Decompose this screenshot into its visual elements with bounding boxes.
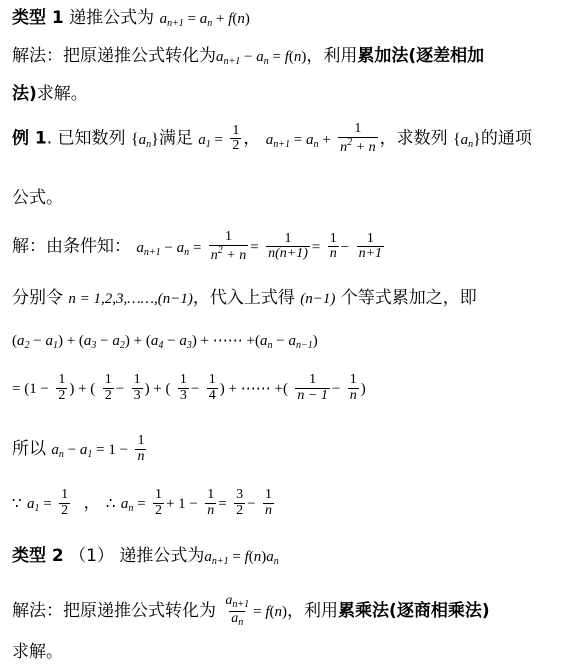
frac-1-2: $\frac{1}{2}$ xyxy=(232,122,240,154)
sol2-method: 累乘法(逐商相乘法) xyxy=(338,601,490,621)
an-val: $a_n$ = xyxy=(120,496,146,515)
f-1-3b: $\frac{1}{3}$ xyxy=(179,372,187,403)
frac-b: $\frac{1}{n(n+1)}$ xyxy=(268,230,308,262)
f-a1: $\frac{1}{2}$ xyxy=(61,487,69,518)
type1-heading xyxy=(12,10,558,29)
sol1-method-end: 法) xyxy=(12,84,37,104)
sep-text2: ，代入上式得 xyxy=(192,288,295,308)
ratio-eq: = f(n) xyxy=(253,604,288,620)
f-1-2: $\frac{1}{2}$ xyxy=(58,372,66,403)
sum-expr: $(a_2 - a_1) + (a_3 - a_2) + (a_4 - a_3)$ + ⋯⋯ $+(a_n - a_{n-1})$ xyxy=(12,333,318,351)
frac-d: $\frac{1}{n+1}$ xyxy=(358,230,383,262)
f-1-n1: $\frac{1}{n - 1}$ xyxy=(297,372,328,403)
a1-eq: $a_1$ = xyxy=(198,131,223,150)
sol1-formula: $a_{n+1} - a_n = f(n)$ xyxy=(216,49,307,67)
sol1-suffix: 求解。 xyxy=(36,84,88,104)
count: (n−1) xyxy=(300,291,336,307)
sol1-line xyxy=(12,48,558,67)
type1-text: 递推公式为 xyxy=(69,8,155,28)
sol1-line2 xyxy=(12,86,558,103)
therefore-symbol: ∴ xyxy=(105,496,116,513)
range: n = 1,2,3,……,(n−1) xyxy=(68,291,193,307)
example1-text2: 满足 xyxy=(158,128,193,149)
type1-formula: $a_{n+1} = a_n + f(n)$ xyxy=(159,11,250,29)
f-an1: $\frac{1}{2}$ xyxy=(154,487,162,518)
f-1-4: $\frac{1}{4}$ xyxy=(208,372,216,403)
type1-label: 类型 1 xyxy=(12,8,64,28)
sol2-line xyxy=(12,594,558,628)
sep-text: 分别令 xyxy=(12,288,63,308)
frac-a: $\frac{1}{n^2 + n}$ xyxy=(210,229,247,263)
solution-line2 xyxy=(12,290,558,307)
so-line xyxy=(12,434,558,464)
f-1-2b: $\frac{1}{2}$ xyxy=(104,372,112,403)
f-1-n: $\frac{1}{n}$ xyxy=(349,372,357,403)
frac-recurrence: $\frac{1}{n^2 + n}$ xyxy=(340,121,376,155)
f-ratio: $\frac{a_{n+1}}{a_n}$ xyxy=(225,593,250,628)
sol2-prefix: 解法：把原递推公式转化为 xyxy=(12,601,216,621)
a1-val: $a_1$ = xyxy=(26,496,52,515)
conclusion-line: ∵ $a_1$ = $\frac{1}{2}$ ， ∴ $a_n$ = $\frac{1}{2}$ + 1 − $\frac{1}{n}$ = $\frac{3}{2}$ − $\frac{1}{n}$ xyxy=(12,487,273,518)
example1-label: 例 1 xyxy=(12,128,47,149)
f-so: $\frac{1}{n}$ xyxy=(137,433,145,464)
type2-paren: （1） xyxy=(69,546,114,566)
type2-text: 递推公式为 xyxy=(119,546,205,566)
example1-line2: 公式。 xyxy=(12,188,63,208)
recurrence: $a_{n+1} = a_n$ + xyxy=(265,131,331,150)
example1-text1: . 已知数列 xyxy=(46,128,126,149)
example1-text5: 的通项 xyxy=(480,128,532,149)
sol2-mid: ，利用 xyxy=(287,601,339,621)
f-an3: $\frac{3}{2}$ xyxy=(236,487,244,518)
type2-heading xyxy=(12,548,558,567)
solution-label: 解：由条件知： xyxy=(12,236,131,257)
example1-text4: ，求数列 xyxy=(379,128,448,149)
example1-line xyxy=(12,122,558,155)
seq-an: $\{a_n\}$ xyxy=(130,130,159,150)
so-expr: $a_n - a_1 = 1$ − xyxy=(51,442,129,461)
sum-line xyxy=(12,332,558,351)
f-1-3: $\frac{1}{3}$ xyxy=(133,372,141,403)
because-symbol: ∵ xyxy=(12,496,22,513)
solution-line1: 解：由条件知： $a_{n+1} - a_n$ = $\frac{1}{n^2 + n}$ = $\frac{1}{n(n+1)}$ = $\frac{1}{n}$ − $\frac{1}{n+1}$ xyxy=(12,229,383,263)
sol1-mid: ，利用 xyxy=(306,46,358,66)
telescoping-line: = (1 − $\frac{1}{2}$ ) + ( $\frac{1}{2}$ − $\frac{1}{3}$ ) + ( $\frac{1}{3}$ − $\frac{1}{4}$ ) + ⋯⋯ +( $\frac{1}{n - 1}$ − $\frac{1}{n}$ ) xyxy=(12,372,366,403)
diff-expr: $a_{n+1} - a_n$ = xyxy=(136,239,202,258)
seq-an-2: $\{a_n\}$ xyxy=(452,130,481,150)
example1-text3: ， xyxy=(243,128,261,149)
type2-formula: $a_{n+1} = f(n)a_n$ xyxy=(204,549,279,567)
f-an2: $\frac{1}{n}$ xyxy=(207,487,215,518)
frac-c: $\frac{1}{n}$ xyxy=(329,230,337,262)
so-text: 所以 xyxy=(12,439,46,460)
f-an4: $\frac{1}{n}$ xyxy=(265,487,273,518)
sol2-line2: 求解。 xyxy=(12,642,63,662)
sol1-prefix: 解法：把原递推公式转化为 xyxy=(12,46,216,66)
type2-label: 类型 2 xyxy=(12,546,64,566)
sol1-method: 累加法(逐差相加 xyxy=(357,46,485,66)
sep-text3: 个等式累加之，即 xyxy=(340,288,477,308)
